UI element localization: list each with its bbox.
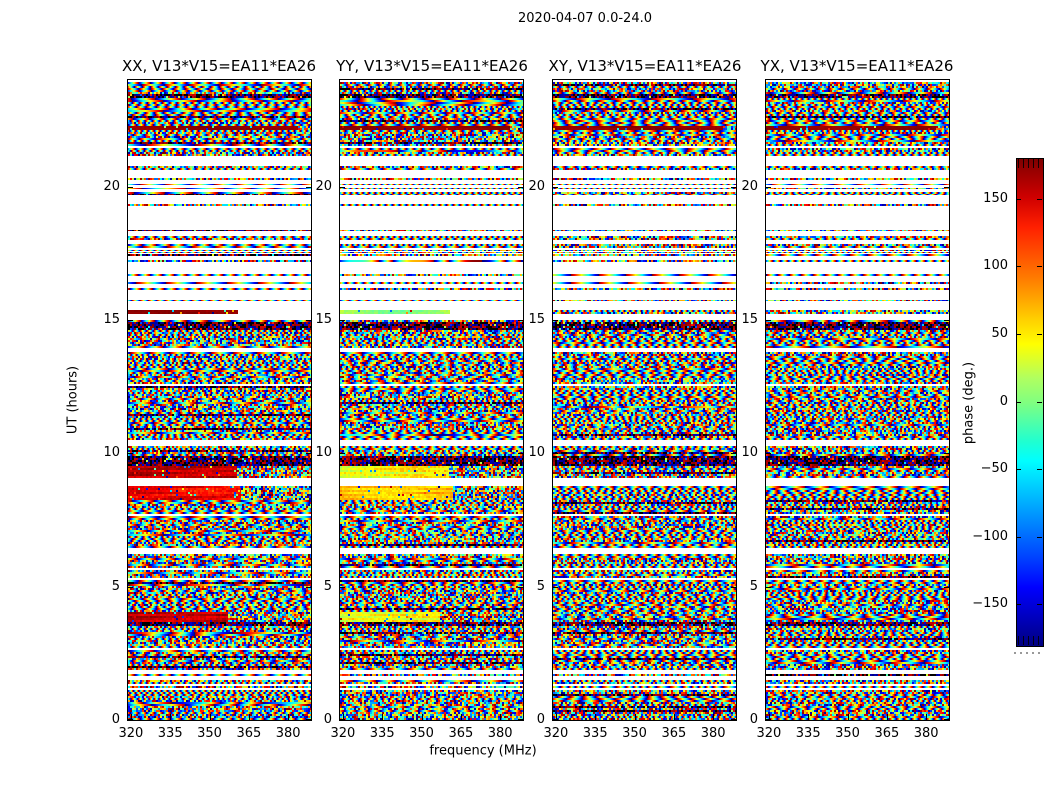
x-tick-mark (343, 714, 344, 720)
x-tick-label: 320 (756, 726, 782, 741)
y-tick-label: 5 (749, 578, 758, 594)
colorbar-tick-mark (1037, 199, 1042, 200)
waterfall-canvas-yx (766, 80, 949, 720)
heatmap-panel-xy (552, 79, 737, 721)
y-tick-mark (944, 587, 949, 588)
y-tick-mark (553, 587, 558, 588)
x-tick-label: 350 (197, 726, 222, 741)
panel-title-yx: YX, V13*V15=EA11*EA26 (760, 57, 954, 75)
colorbar-dotted-line (1014, 652, 1044, 654)
y-tick-mark (766, 453, 771, 454)
y-tick-mark (128, 453, 133, 454)
y-tick-mark (128, 320, 133, 321)
y-tick-label: 15 (103, 312, 120, 327)
waterfall-canvas-xx (128, 80, 311, 720)
colorbar-tick-label: 0 (999, 393, 1008, 409)
x-tick-label: 335 (369, 726, 395, 741)
x-tick-label: 320 (118, 726, 144, 741)
x-tick-label: 365 (874, 726, 900, 741)
colorbar-tick-mark (1016, 604, 1021, 605)
colorbar-tick-label: −100 (972, 528, 1008, 544)
panel-title-yy: YY, V13*V15=EA11*EA26 (336, 57, 528, 75)
x-tick-mark (210, 714, 211, 720)
x-tick-mark (556, 714, 557, 720)
y-tick-label: 10 (103, 445, 120, 461)
y-tick-mark (944, 453, 949, 454)
x-tick-label: 335 (795, 726, 821, 741)
x-tick-label: 350 (622, 726, 647, 741)
panel-title-xy: XY, V13*V15=EA11*EA26 (548, 57, 742, 75)
x-tick-label: 365 (661, 726, 687, 741)
x-tick-label: 320 (330, 726, 356, 741)
x-tick-mark (635, 714, 636, 720)
y-tick-label: 15 (528, 312, 545, 327)
colorbar-tick-label: −150 (972, 596, 1008, 612)
y-tick-label: 5 (323, 578, 332, 594)
y-tick-label: 20 (315, 178, 332, 194)
colorbar-tick-mark (1037, 469, 1042, 470)
y-tick-label: 20 (528, 178, 545, 194)
x-tick-label: 335 (582, 726, 608, 741)
y-tick-label: 0 (536, 712, 545, 727)
y-tick-label: 0 (111, 712, 120, 727)
waterfall-canvas-xy (553, 80, 736, 720)
heatmap-panel-xx (127, 79, 312, 721)
heatmap-panel-yx (765, 79, 950, 721)
y-tick-mark (553, 320, 558, 321)
colorbar-tick-label: −50 (980, 461, 1008, 477)
y-tick-label: 20 (741, 178, 758, 194)
y-axis-label: UT (hours) (65, 365, 81, 435)
colorbar-tick-label: 100 (983, 258, 1008, 274)
colorbar-tick-label: 50 (991, 325, 1008, 341)
y-tick-mark (766, 587, 771, 588)
x-tick-label: 380 (700, 726, 726, 741)
x-tick-mark (500, 714, 501, 720)
x-axis-label: frequency (MHz) (429, 743, 537, 759)
colorbar-tick-mark (1016, 469, 1021, 470)
heatmap-panel-yy (339, 79, 524, 721)
colorbar-tick-label: 150 (983, 190, 1008, 206)
x-tick-mark (848, 714, 849, 720)
y-tick-mark (766, 187, 771, 188)
x-tick-label: 335 (157, 726, 183, 741)
x-tick-label: 350 (835, 726, 860, 741)
x-tick-mark (926, 714, 927, 720)
waterfall-canvas-yy (340, 80, 523, 720)
x-tick-label: 380 (487, 726, 513, 741)
x-tick-label: 380 (913, 726, 939, 741)
x-tick-label: 365 (448, 726, 474, 741)
colorbar-tick-mark (1037, 334, 1042, 335)
colorbar-tick-mark (1016, 402, 1021, 403)
colorbar-tick-mark (1037, 402, 1042, 403)
y-tick-label: 10 (315, 445, 332, 461)
colorbar-gradient (1016, 158, 1044, 647)
colorbar-tick-mark (1016, 537, 1021, 538)
colorbar-tick-mark (1016, 266, 1021, 267)
y-tick-mark (340, 187, 345, 188)
colorbar-tick-mark (1037, 266, 1042, 267)
y-tick-mark (340, 587, 345, 588)
x-tick-mark (595, 714, 596, 720)
colorbar-tick-mark (1016, 334, 1021, 335)
colorbar-tick-mark (1037, 604, 1042, 605)
colorbar-tick-mark (1037, 537, 1042, 538)
colorbar-label: phase (deg.) (961, 361, 977, 445)
y-tick-label: 15 (315, 312, 332, 327)
x-tick-mark (249, 714, 250, 720)
figure-title: 2020-04-07 0.0-24.0 (518, 11, 652, 26)
x-tick-label: 380 (275, 726, 301, 741)
y-tick-label: 15 (741, 312, 758, 327)
y-tick-label: 5 (111, 578, 120, 594)
y-tick-mark (944, 320, 949, 321)
y-tick-label: 5 (536, 578, 545, 594)
panel-title-xx: XX, V13*V15=EA11*EA26 (121, 57, 317, 75)
colorbar-hatch-bottom (1018, 636, 1042, 645)
y-tick-mark (944, 187, 949, 188)
colorbar-tick-mark (1016, 199, 1021, 200)
y-tick-label: 0 (749, 712, 758, 727)
y-tick-mark (340, 453, 345, 454)
y-tick-mark (340, 320, 345, 321)
x-tick-label: 350 (409, 726, 434, 741)
y-tick-label: 10 (741, 445, 758, 461)
x-tick-mark (422, 714, 423, 720)
y-tick-mark (128, 187, 133, 188)
y-tick-mark (553, 453, 558, 454)
x-tick-mark (170, 714, 171, 720)
colorbar-hatch-top (1018, 159, 1042, 168)
y-tick-label: 10 (528, 445, 545, 461)
y-tick-label: 0 (323, 712, 332, 727)
x-tick-mark (713, 714, 714, 720)
x-tick-mark (674, 714, 675, 720)
y-tick-mark (944, 719, 949, 720)
x-tick-mark (382, 714, 383, 720)
x-tick-label: 320 (543, 726, 569, 741)
x-tick-mark (887, 714, 888, 720)
x-tick-mark (769, 714, 770, 720)
x-tick-label: 365 (236, 726, 262, 741)
x-tick-mark (131, 714, 132, 720)
x-tick-mark (288, 714, 289, 720)
y-tick-label: 20 (103, 178, 120, 194)
x-tick-mark (808, 714, 809, 720)
y-tick-mark (766, 320, 771, 321)
y-tick-mark (553, 187, 558, 188)
y-tick-mark (128, 587, 133, 588)
x-tick-mark (461, 714, 462, 720)
